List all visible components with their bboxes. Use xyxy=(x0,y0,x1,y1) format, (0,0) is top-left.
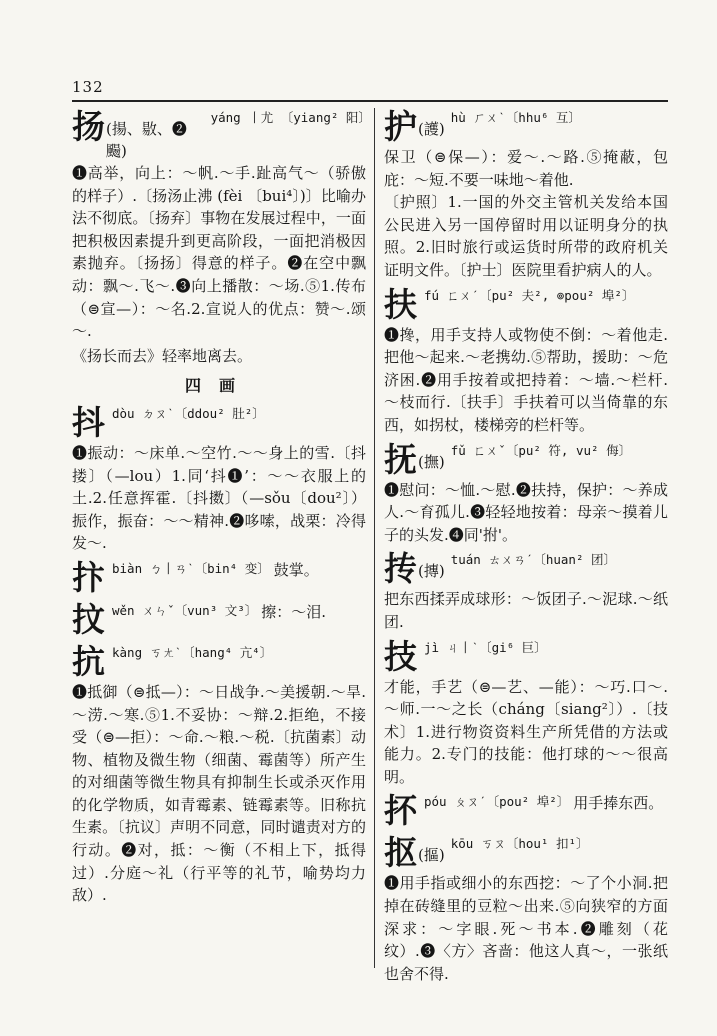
headword-variants: (護) xyxy=(418,120,445,138)
pronunciation: póu ㄆㄡˊ〔pou² 埠²〕 xyxy=(424,794,570,810)
definition: 才能，手艺（⊜—艺、—能）：～巧.口～.～师.一～之长（cháng〔siang²〕）.〔技术〕1.进行物资资料生产所凭借的方法或能力。2.专门的技能：他打球的～～很高明。 xyxy=(384,677,668,786)
headword-variants: (揚、敭、❷颺) xyxy=(106,120,187,160)
left-column xyxy=(72,107,371,911)
headword-variants: (摳) xyxy=(418,846,445,865)
headword: 抔 xyxy=(384,791,417,831)
headword: 扬 xyxy=(72,107,105,146)
definition: ❶搀，用手支持人或物使不倒：～着他走.把他～起来.～老携幼.⑤帮助，援助：～危济困.❷用手按着或把持着：～墙.～栏杆.～枝而行.〔扶手〕手扶着可以当倚靠的东西，如拐杖，楼梯旁的栏杆等。 xyxy=(384,325,668,434)
headword: 抠 xyxy=(384,833,417,873)
entry-bian xyxy=(72,559,366,597)
entry-pou xyxy=(384,792,668,830)
idiom: 《扬长而去》轻率地离去。 xyxy=(72,346,253,365)
headword: 技 xyxy=(384,636,417,676)
entry-tuan xyxy=(384,550,668,633)
entry-yang xyxy=(72,107,371,367)
pronunciation: biàn ㄅ丨ㄢˋ〔bin⁴ 变〕 xyxy=(112,560,270,576)
headword: 扶 xyxy=(384,284,417,324)
entry-ji xyxy=(384,638,668,789)
head-gloss: 保卫（⊜保—）：爱～.～路.⑤掩蔽，包庇：～短.不要一味地～着他. xyxy=(384,148,668,189)
pronunciation: jì ㄐ丨ˋ〔gi⁶ 巨〕 xyxy=(424,639,547,655)
entry-fu-support xyxy=(384,286,668,437)
header-rule xyxy=(72,100,668,102)
pronunciation: kàng ㄎㄤˋ〔hang⁴ 亢⁴〕 xyxy=(112,644,273,660)
definition: ❶用手指或细小的东西挖：～了个小洞.把掉在砖缝里的豆粒～出来.⑤向狭窄的方面深求：～字眼.死～书本.❷雕刻（花纹）.❸〈方〉吝啬：他这人真～，一张纸也舍不得. xyxy=(384,874,668,983)
pronunciation: hù ㄏㄨˋ〔hhu⁶ 互〕 xyxy=(450,110,581,125)
headword: 抟 xyxy=(384,549,417,589)
headword-variants: (撫) xyxy=(418,452,445,471)
pronunciation: tuán ㄊㄨㄢˊ〔huan² 团〕 xyxy=(450,552,617,568)
definition: 〔护照〕1.一国的外交主管机关发给本国公民进入另一国停留时用以证明身分的执照。2.旧时旅行或运货时所带的政府机关证明文件。〔护士〕医院里看护病人的人。 xyxy=(384,193,668,279)
right-column xyxy=(384,108,668,989)
definition: ❶振动：～床单.～空竹.～～身上的雪.〔抖搂〕（—lou）1.同‘抖❶’：～～衣服上的土.2.任意挥霍.〔抖擞〕（—sǒu〔dou²〕）振作，振奋：～～精神.❷哆嗦，战栗：冷得发～. xyxy=(72,443,366,553)
definition: 鼓掌。 xyxy=(273,560,319,579)
section-heading: 四画 xyxy=(184,376,253,396)
entry-kang xyxy=(72,643,366,907)
headword: 抖 xyxy=(72,402,105,442)
column-divider xyxy=(374,108,375,968)
headword: 抃 xyxy=(72,557,105,597)
entry-wen xyxy=(72,601,366,639)
headword: 护 xyxy=(384,107,417,146)
pronunciation: kōu ㄎㄡ〔hou¹ 扣¹〕 xyxy=(450,836,589,852)
headword: 抆 xyxy=(72,599,105,639)
definition: 擦：～泪. xyxy=(261,602,327,621)
entry-dou xyxy=(72,404,366,555)
definition: 把东西揉弄成球形：～饭团子.～泥球.～纸团. xyxy=(384,590,668,631)
definition: 用手捧东西。 xyxy=(573,794,664,813)
pronunciation: fǔ ㄈㄨˇ〔pu² 符, vu² 侮〕 xyxy=(450,442,632,458)
definition: ❶高举，向上：～帆.～手.趾高气～（骄傲的样子）.〔扬汤止沸 (fèi 〔bui⁴〕)〕比喻办法不彻底。〔扬弃〕事物在发展过程中，一面把积极因素提升到更高阶段，一面把消极因素抛弃。〔扬扬〕得意的样子。❷在空中飘动：飘～.飞～.❸向上播散：～场.⑤1.传布（⊜宣—）：～名.2.宣说人的优点：赞～.颂～. xyxy=(72,164,366,341)
pronunciation: yáng 丨尤 〔yiang² 阳〕 xyxy=(210,110,371,125)
entry-kou xyxy=(384,834,668,985)
page-number: 132 xyxy=(72,78,104,96)
pronunciation: dòu ㄉㄡˋ〔ddou² 肚²〕 xyxy=(112,405,265,421)
pronunciation: wěn ㄨㄣˇ〔vun³ 文³〕 xyxy=(112,602,258,618)
headword: 抚 xyxy=(384,439,417,479)
entry-hu xyxy=(384,108,668,282)
headword: 抗 xyxy=(72,641,105,681)
definition: ❶抵御（⊜抵—）：～日战争.～美援朝.～旱.～涝.～寒.⑤1.不妥协：～辩.2.拒绝，不接受（⊜—拒）：～命.～粮.～税.〔抗菌素〕动物、植物及微生物（细菌、霉菌等）所产生的对细菌等微生物具有抑制生长或杀灭作用的化学物质，如青霉素、链霉素等。旧称抗生素。〔抗议〕声明不同意，同时谴责对方的行动。❷对，抵：～衡（不相上下，抵得过）.分庭～礼（行平等的礼节，喻势均力敌）. xyxy=(72,682,366,905)
definition: ❶慰问：～恤.～慰.❷扶持，保护：～养成人.～育孤儿.❸轻轻地按着：母亲～摸着儿子的头发.❹同'拊'。 xyxy=(384,480,668,544)
headword-variants: (摶) xyxy=(418,562,445,581)
pronunciation: fú ㄈㄨˊ〔pu² 夫², ⊚pou² 埠²〕 xyxy=(424,287,635,303)
entry-fu-comfort xyxy=(384,441,668,547)
